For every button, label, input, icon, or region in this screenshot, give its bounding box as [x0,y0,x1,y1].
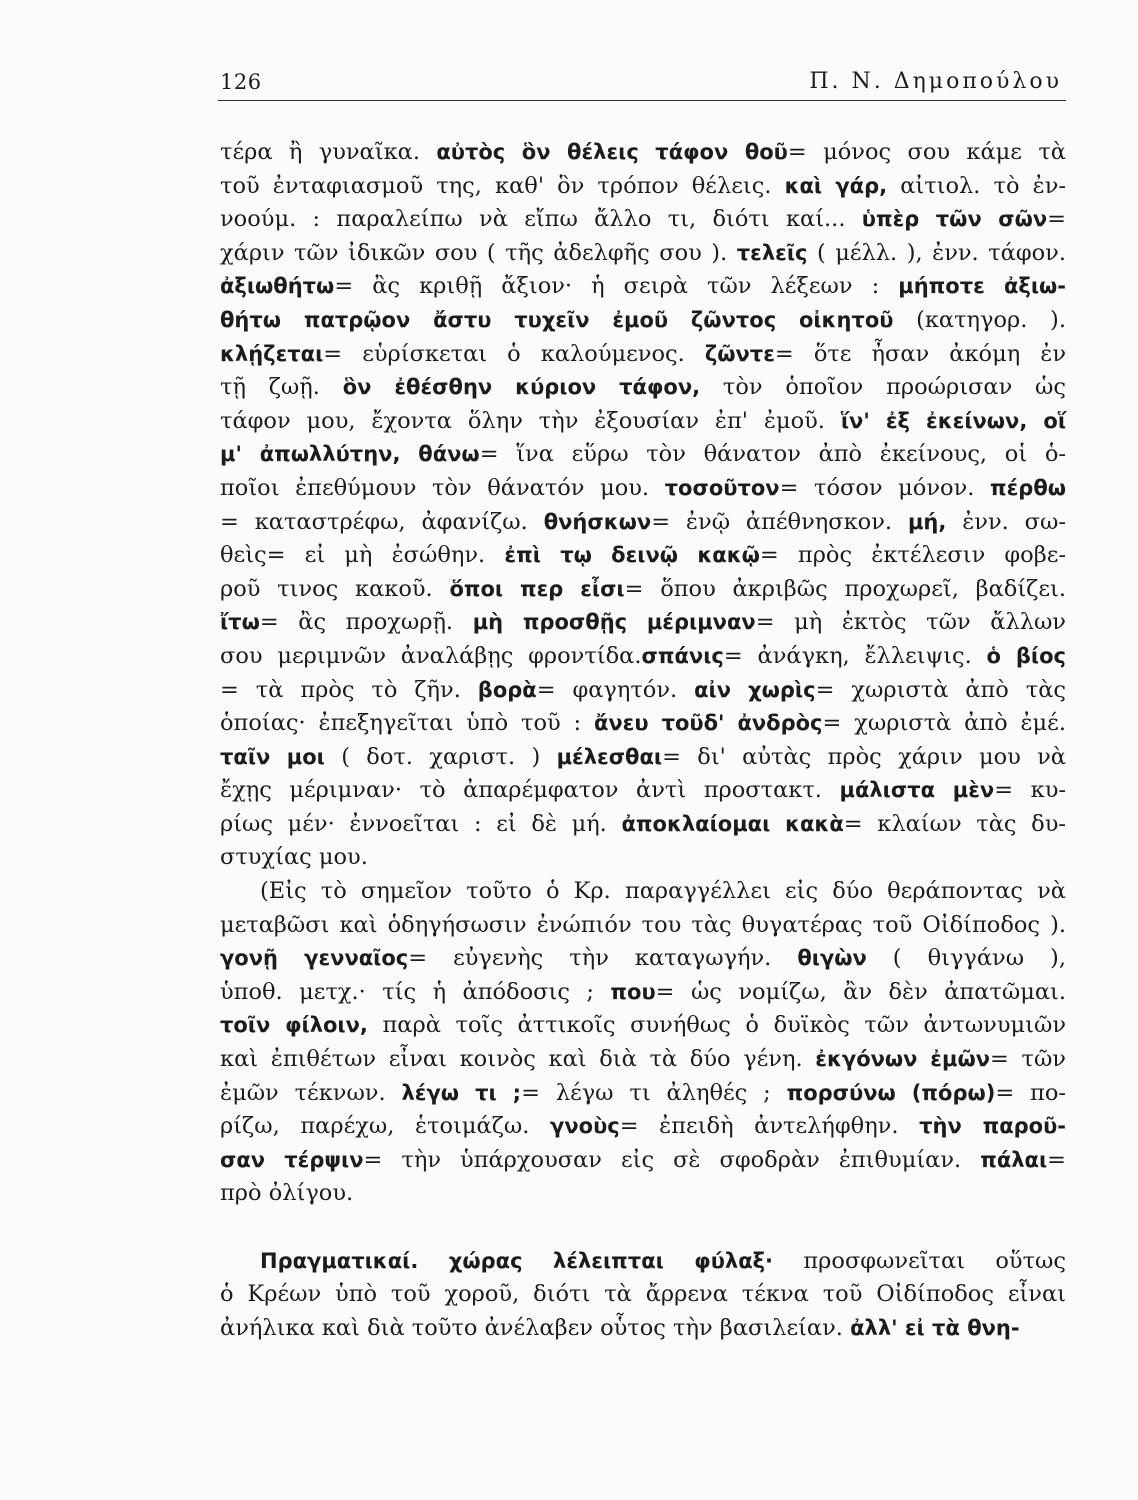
gloss-text: καὶ ἐπιθέτων εἶναι κοινὸς καὶ διὰ τὰ δύο γένη. [220,1046,816,1073]
gloss-text: = ἂς προχωρῇ. [259,609,473,636]
text-line [220,338,1066,372]
gloss-text: = ἐπειδὴ ἀντελήφθην. [619,1113,920,1140]
lemma-bold: ὁ βίος [986,643,1066,668]
gloss-text: = ὅπου ἀκριβῶς προχωρεῖ, βαδίζει. [624,575,1066,602]
lemma-bold: καὶ γάρ, [784,173,888,198]
gloss-text: ρίως μέν· ἐννοεῖται : εἰ δὲ μή. [220,810,622,837]
gloss-text: ἐμῶν τέκνων. [220,1079,402,1106]
gloss-text: τοῦ ἐνταφιασμοῦ της, καθ' ὃν τρόπον θέλεις. [220,172,785,199]
gloss-text: = εὑρίσκεται ὁ καλούμενος. [323,340,705,367]
text-line [220,472,1066,506]
lemma-bold: βορὰ [477,677,537,702]
gloss-text: = ἀνάγκη, ἔλλειψις. [723,642,987,669]
gloss-text: σου μεριμνῶν ἀναλάβῃς φροντίδα. [220,642,642,669]
text-line [220,606,1066,640]
gloss-text: = [1047,1146,1066,1173]
text-line [220,1043,1066,1077]
gloss-text: = ἵνα εὕρω τὸν θάνατον ἀπὸ ἐκείνους, οἱ ὁ- [479,441,1066,468]
gloss-text: = ὡς νομίζω, ἂν δὲν ἀπατῶμαι. [655,978,1067,1005]
text-line [220,203,1066,237]
text-line [220,304,1066,338]
lemma-bold: ἐπὶ τῳ δεινῷ κακῷ [504,543,760,568]
lemma-bold: μή, [907,509,947,534]
gloss-text: ( θιγγάνω ), [866,945,1066,972]
text-line [220,237,1066,271]
lemma-bold: λέγω τι ; [401,1080,522,1105]
lemma-bold: θνήσκων [543,509,652,534]
gloss-text: = κυ- [994,777,1066,804]
gloss-text: = δι' αὐτὰς πρὸς χάριν μου νὰ [662,743,1066,770]
lemma-bold: ζῶντε [704,341,775,366]
gloss-text: τῇ ζωῇ. [220,374,343,401]
gloss-text: (Εἰς τὸ σημεῖον τοῦτο ὁ Κρ. παραγγέλλει εἰς δύο θεράποντας νὰ [260,878,1066,905]
lemma-bold: Πραγματικαί. χώρας λέλειπται φύλαξ· [260,1248,774,1273]
gloss-text: = ἂς κριθῇ ἄξιον· ἡ σειρὰ τῶν λέξεων : [334,273,899,300]
gloss-text: ( δοτ. χαριστ. ) [324,743,557,770]
text-line [220,909,1066,943]
text-line [220,774,1066,808]
gloss-text: = χωριστὰ ἀπὸ τὰς [815,676,1067,703]
lemma-bold: αὐτὸς ὃν θέλεις τάφον θοῦ [436,140,788,164]
lemma-bold: θήτω πατρῷον ἄστυ τυχεῖν ἐμοῦ ζῶντος οἰκητοῦ [220,307,894,332]
gloss-text: ( μέλλ. ), ἐνν. τάφον. [807,239,1066,266]
gloss-text: ἀνήλικα καὶ διὰ τοῦτο ἀνέλαβεν οὗτος τὴν βασιλείαν. [220,1314,851,1341]
gloss-text: παρὰ τοῖς ἀττικοῖς συνήθως ὁ δυϊκὸς τῶν ἀντωνυμιῶν [367,1012,1067,1039]
gloss-text: χάριν τῶν ἰδικῶν σου ( τῆς ἀδελφῆς σου ). [220,239,737,266]
lemma-bold: μ' ἀπωλλύτην, θάνω [220,442,480,467]
text-line [220,506,1066,540]
text-line [220,270,1066,304]
gloss-text: (κατηγορ. ). [893,306,1066,333]
gloss-text: ποῖοι ἐπεθύμουν τὸν θάνατόν μου. [220,474,665,501]
text-line [220,573,1066,607]
lemma-bold: τοῖν φίλοιν, [220,1013,368,1038]
gloss-text: τέρα ἢ γυναῖκα. [220,139,437,165]
gloss-text: = ἐνῷ ἀπέθνησκον. [651,508,908,535]
text-line [220,1144,1066,1178]
paragraph-gap [220,1211,1066,1245]
lemma-bold: ἴτω [220,610,260,635]
gloss-text: πρὸ ὀλίγου. [220,1180,354,1207]
gloss-text: = εὐγενὴς τὴν καταγωγήν. [408,945,798,972]
text-line [220,841,1066,875]
text-line [220,1278,1066,1312]
lemma-bold: τὴν παροῦ- [919,1114,1066,1139]
gloss-text: ροῦ τινος κακοῦ. [220,575,450,602]
text-line [220,640,1066,674]
running-title: Π. Ν. Δημοπούλου [809,69,1062,94]
gloss-text: ὁ Κρέων ὑπὸ τοῦ χοροῦ, διότι τὰ ἄρρενα τέκνα τοῦ Οἰδίποδος εἶναι [220,1281,1066,1308]
text-line [220,976,1066,1010]
lemma-bold: ὅποι περ εἶσι [449,576,625,601]
gloss-text: = εἰ μὴ ἐσώθην. [266,542,505,569]
gloss-text: τάφον μου, ἔχοντα ὅλην τὴν ἐξουσίαν ἐπ' ἐμοῦ. [220,407,841,434]
gloss-text: = [1047,206,1066,233]
gloss-text: = πρὸς ἐκτέλεσιν φοβε- [759,542,1066,569]
gloss-text: = καταστρέφω, ἀφανίζω. [220,508,544,535]
lemma-bold: ἀποκλαίομαι κακὰ [621,811,844,836]
text-line [220,942,1066,976]
lemma-bold: μὴ προσθῇς μέριμναν [472,610,756,635]
lemma-bold: ὃν ἐθέσθην κύριον τάφον, [342,375,701,400]
lemma-bold: σπάνις [641,643,724,668]
page-number: 126 [220,70,262,94]
gloss-text: προσφωνεῖται οὕτως [773,1247,1066,1274]
lemma-bold: αἰν χωρὶς [694,677,816,702]
text-line [220,741,1066,775]
text-line [220,1312,1066,1346]
gloss-text: τὸν ὁποῖον προώρισαν ὡς [700,374,1067,401]
text-line [220,1245,1066,1279]
gloss-text: = φαγητόν. [536,676,695,703]
lemma-bold: ἀλλ' εἰ τὰ θνη- [850,1315,1020,1340]
text-line [220,1077,1066,1111]
lemma-bold: πάλαι [980,1147,1048,1172]
gloss-text: = μόνος σου κάμε τὰ [787,139,1066,165]
gloss-text: νοούμ. : παραλείπω νὰ εἴπω ἄλλο τι, διότι καί... [220,206,862,233]
text-line [220,539,1066,573]
lemma-bold: πορσύνω (πόρω) [786,1080,996,1105]
gloss-text: ρίζω, παρέχω, ἑτοιμάζω. [220,1113,551,1140]
text-line [220,674,1066,708]
gloss-text: = τὴν ὑπάρχουσαν εἰς σὲ σφοδρὰν ἐπιθυμίαν. [363,1146,981,1173]
gloss-text: = πο- [995,1079,1066,1106]
lemma-bold: ἀξιωθήτω [220,274,335,299]
text-line [220,1009,1066,1043]
lemma-bold: τελεῖς [736,240,808,265]
gloss-text: ἔχῃς μέριμναν· τὸ ἀπαρέμφατον ἀντὶ προστακτ. [220,777,840,804]
gloss-text: αἰτιολ. τὸ ἐν- [887,172,1066,199]
lemma-bold: ταῖν μοι [220,744,325,769]
text-line [220,405,1066,439]
lemma-bold: πέρθω [990,475,1067,500]
gloss-text: = χωριστὰ ἀπὸ ἐμέ. [822,710,1066,737]
gloss-text: ἐνν. σω- [946,508,1066,535]
text-line [220,875,1066,909]
commentary-text [220,136,1066,1345]
gloss-text: στυχίας μου. [220,844,368,871]
gloss-text: = ὅτε ἦσαν ἀκόμη ἐν [774,340,1067,367]
gloss-text: = λέγω τι ἀληθές ; [521,1079,787,1106]
text-line [220,1177,1066,1211]
lemma-bold: ἐκγόνων ἐμῶν [815,1047,990,1072]
lemma-bold: μάλιστα μὲν [839,778,995,803]
lemma-bold: τοσοῦτον [664,475,780,500]
gloss-text: = μὴ ἐκτὸς τῶν ἄλλων [755,609,1066,636]
gloss-text: = τόσον μόνον. [779,474,990,501]
gloss-text: μεταβῶσι καὶ ὁδηγήσωσιν ἐνώπιόν του τὰς θυγατέρας τοῦ Οἰδίποδος ). [220,911,1066,938]
lemma-bold: θιγὼν [797,946,867,971]
lemma-bold: κλῄζεται [220,341,324,366]
gloss-text: ὁποίας· ἐπεξηγεῖται ὑπὸ τοῦ : [220,710,594,737]
lemma-bold: ὑπὲρ τῶν σῶν [861,207,1048,232]
text-line [220,707,1066,741]
text-line [220,808,1066,842]
lemma-bold: γονῇ γενναῖος [220,946,409,971]
gloss-text: = κλαίων τὰς δυ- [843,810,1067,837]
gloss-text: = τὰ πρὸς τὸ ζῆν. [220,676,478,703]
lemma-bold: σαν τέρψιν [220,1147,364,1172]
text-line [220,1110,1066,1144]
lemma-bold: μέλεσθαι [556,744,663,769]
gloss-text: = τῶν [990,1046,1066,1073]
gloss-text: ὑποθ. μετχ.· τίς ἡ ἀπόδοσις ; [220,978,611,1005]
running-header [218,64,1066,101]
lemma-bold: ἄνευ τοῦδ' ἀνδρὸς [593,711,823,736]
lemma-bold: μήποτε ἀξιω- [898,274,1066,299]
gloss-text: θεὶς [220,542,267,569]
lemma-bold: ἵν' ἐξ ἐκείνων, οἵ [840,408,1067,433]
text-line [220,438,1066,472]
lemma-bold: που [610,979,656,1004]
lemma-bold: γνοὺς [550,1114,620,1139]
text-line [220,371,1066,405]
text-line [220,136,1066,170]
text-line [220,170,1066,204]
